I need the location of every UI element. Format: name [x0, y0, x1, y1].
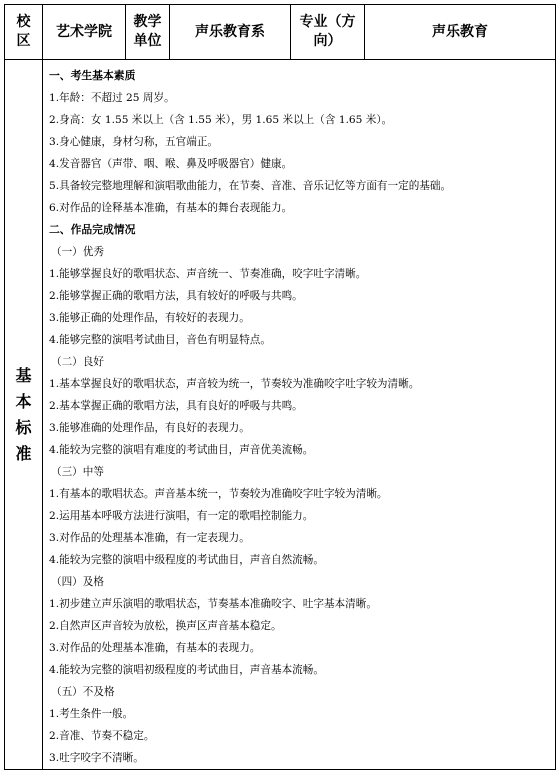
- list-item: 4.发音器官（声带、咽、喉、鼻及呼吸器官）健康。: [49, 158, 293, 170]
- side-char: 准: [15, 443, 32, 463]
- grade-heading: （五）不及格: [51, 686, 115, 698]
- list-item: 2.能够掌握正确的歌唱方法，具有较好的呼吸与共鸣。: [49, 290, 303, 302]
- list-item: 2.自然声区声音较为放松，换声区声音基本稳定。: [49, 620, 282, 632]
- list-item: 4.能够完整的演唱考试曲目，音色有明显特点。: [49, 334, 271, 346]
- list-item: 3.吐字咬字不清晰。: [49, 752, 144, 764]
- side-char: 本: [15, 391, 32, 411]
- list-item: 1.考生条件一般。: [49, 708, 134, 720]
- standards-content: [43, 60, 555, 769]
- grade-heading: （三）中等: [51, 466, 104, 478]
- body-row: [5, 60, 556, 770]
- standards-table: [4, 4, 556, 770]
- unit-label: 教学单位: [126, 5, 170, 60]
- grade-heading: （四）及格: [51, 576, 104, 588]
- unit-value: 声乐教育系: [170, 5, 291, 60]
- campus-value: 艺术学院: [43, 5, 126, 60]
- list-item: 1.有基本的歌唱状态。声音基本统一，节奏较为准确咬字吐字较为清晰。: [49, 488, 388, 500]
- section-title: 二、作品完成情况: [49, 223, 136, 236]
- list-item: 4.能较为完整的演唱有难度的考试曲目，声音优美流畅。: [49, 444, 314, 456]
- list-item: 3.能够正确的处理作品，有较好的表现力。: [49, 312, 250, 324]
- list-item: 4.能较为完整的演唱初级程度的考试曲目，声音基本流畅。: [49, 664, 324, 676]
- grade-heading: （一）优秀: [51, 246, 104, 258]
- list-item: 1.年龄：不超过 25 周岁。: [49, 92, 175, 104]
- list-item: 1.能够掌握良好的歌唱状态、声音统一、节奏准确，咬字吐字清晰。: [49, 268, 367, 280]
- side-char: 基: [15, 365, 32, 385]
- standards-content-cell: [43, 60, 556, 770]
- list-item: 1.初步建立声乐演唱的歌唱状态，节奏基本准确咬字、吐字基本清晰。: [49, 598, 377, 610]
- campus-label: 校区: [5, 5, 43, 60]
- list-item: 2.运用基本呼吸方法进行演唱，有一定的歌唱控制能力。: [49, 510, 314, 522]
- list-item: 2.基本掌握正确的歌唱方法，具有良好的呼吸与共鸣。: [49, 400, 303, 412]
- basic-standard-label: [5, 60, 43, 770]
- list-item: 6.对作品的诠释基本准确，有基本的舞台表现能力。: [49, 202, 293, 214]
- list-item: 1.基本掌握良好的歌唱状态，声音较为统一，节奏较为准确咬字吐字较为清晰。: [49, 378, 420, 390]
- list-item: 3.身心健康，身材匀称，五官端正。: [49, 136, 219, 148]
- major-value: 声乐教育: [365, 5, 556, 60]
- header-row: [5, 5, 556, 60]
- list-item: 4.能较为完整的演唱中级程度的考试曲目，声音自然流畅。: [49, 554, 324, 566]
- list-item: 5.具备较完整地理解和演唱歌曲能力，在节奏、音准、音乐记忆等方面有一定的基础。: [49, 180, 452, 192]
- list-item: 3.对作品的处理基本准确，有一定表现力。: [49, 532, 250, 544]
- list-item: 3.对作品的处理基本准确，有基本的表现力。: [49, 642, 261, 654]
- side-char: 标: [15, 417, 32, 437]
- list-item: 2.音准、节奏不稳定。: [49, 730, 155, 742]
- list-item: 2.身高：女 1.55 米以上（含 1.55 米），男 1.65 米以上（含 1.65 米）。: [49, 114, 393, 126]
- section-title: 一、考生基本素质: [49, 69, 136, 82]
- grade-heading: （二）良好: [51, 356, 104, 368]
- major-label: 专业（方向）: [291, 5, 365, 60]
- list-item: 3.能够准确的处理作品，有良好的表现力。: [49, 422, 250, 434]
